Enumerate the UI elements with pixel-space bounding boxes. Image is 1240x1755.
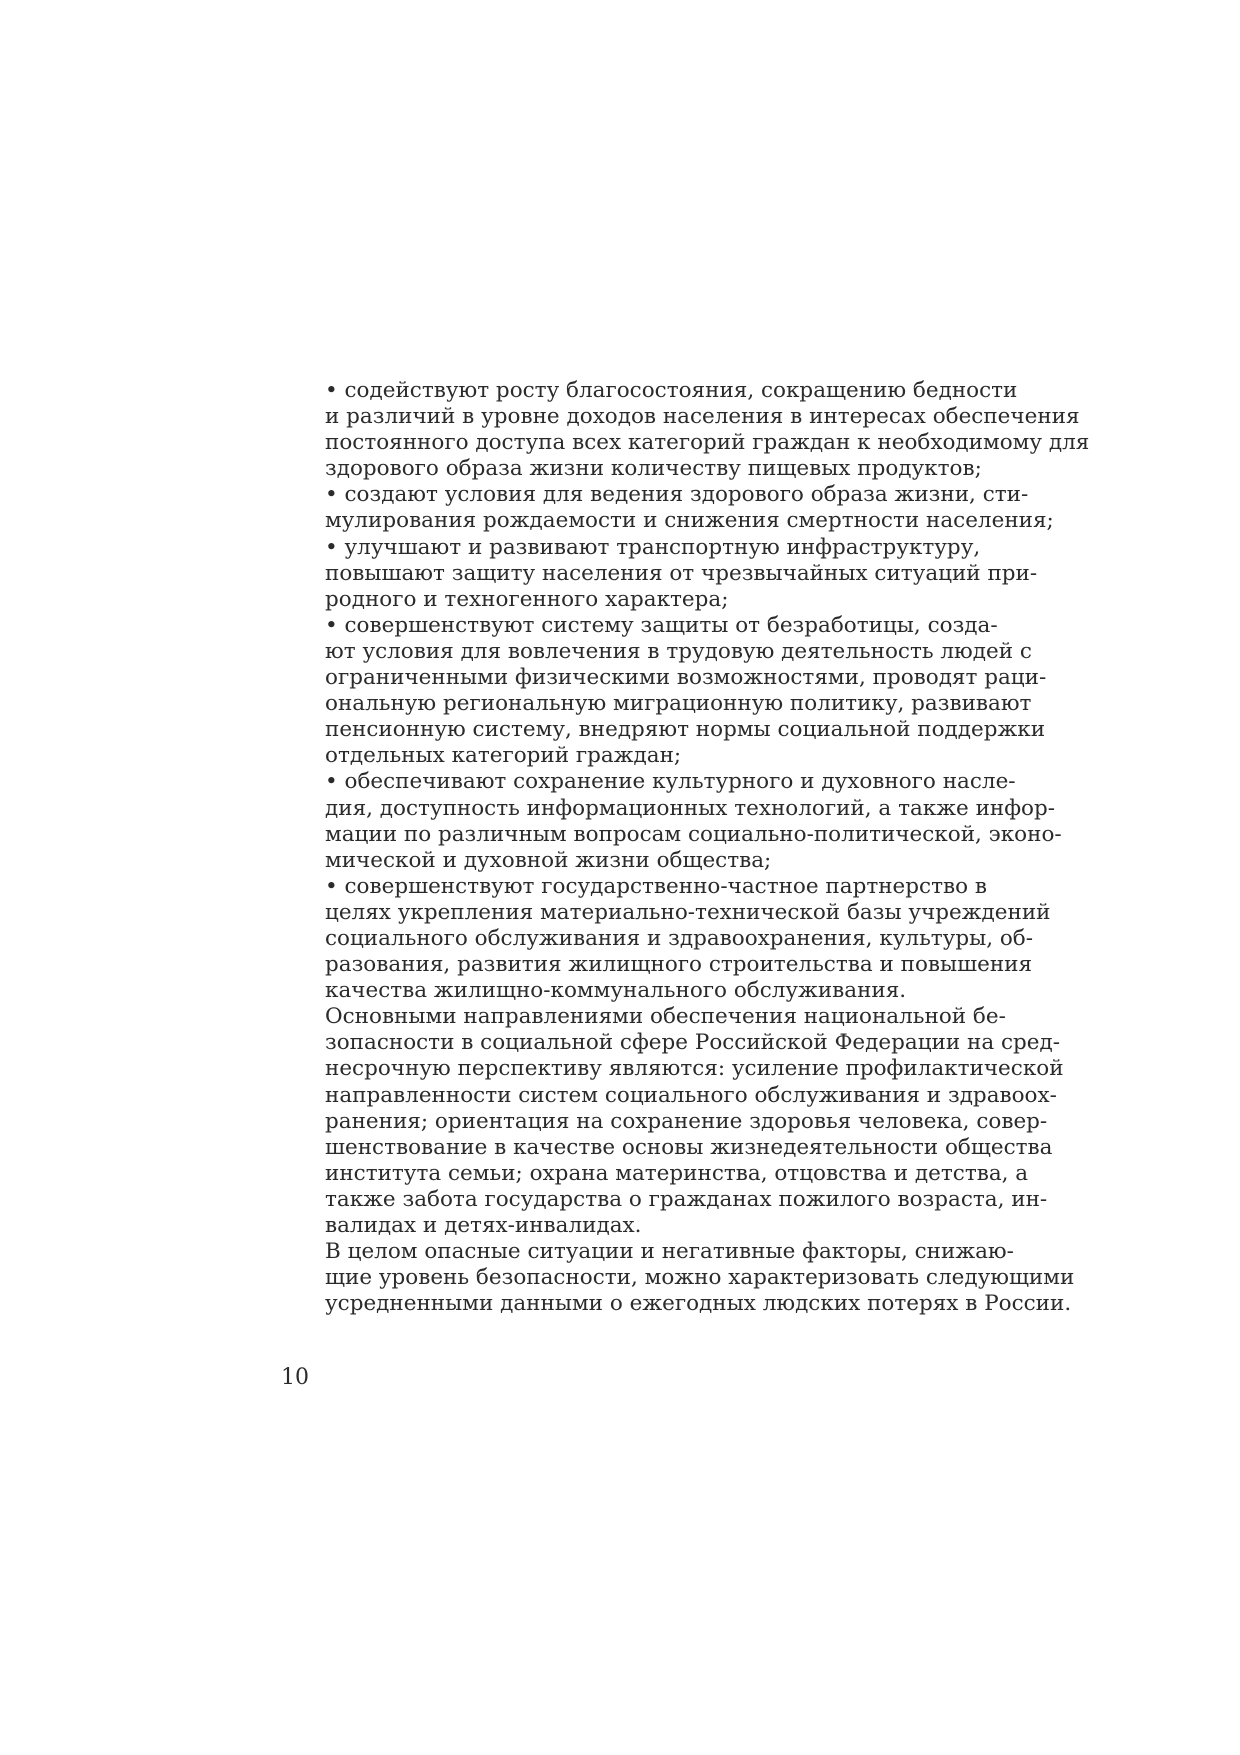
bullet-paragraph-5 <box>281 769 1062 873</box>
bullet-paragraph-6 <box>281 873 1051 1004</box>
text-line: института семьи; охрана материнства, отцовства и детства, а <box>325 1160 1029 1186</box>
text-line: несрочную перспективу являются: усиление профилактической <box>325 1056 1064 1082</box>
page-number: 10 <box>281 1365 309 1390</box>
text-line: целях укрепления материально-технической базы учреждений <box>325 899 1051 925</box>
text-line: • улучшают и развивают транспортную инфраструктуру, <box>325 534 981 560</box>
text-line: и различий в уровне доходов населения в интересах обеспечения <box>325 404 1080 430</box>
text-line: ональную региональную миграционную политику, развивают <box>325 691 1032 717</box>
text-line: • обеспечивают сохранение культурного и духовного насле- <box>325 769 1016 795</box>
text-line: мической и духовной жизни общества; <box>325 847 772 873</box>
text-line: щие уровень безопасности, можно характеризовать следующими <box>325 1265 1075 1291</box>
text-line: зопасности в социальной сфере Российской Федерации на сред- <box>325 1030 1061 1056</box>
text-line: ранения; ориентация на сохранение здоровья человека, совер- <box>325 1108 1048 1134</box>
text-line: пенсионную систему, внедряют нормы социальной поддержки <box>325 717 1046 743</box>
body-text <box>281 378 1090 1317</box>
text-line: ют условия для вовлечения в трудовую деятельность людей с <box>325 638 1032 664</box>
text-line: направленности систем социального обслуживания и здравоох- <box>325 1082 1057 1108</box>
text-line: социального обслуживания и здравоохранения, культуры, об- <box>325 925 1034 951</box>
bullet-paragraph-3 <box>281 534 1038 613</box>
text-line: ограниченными физическими возможностями, проводят раци- <box>325 665 1047 691</box>
text-line: • создают условия для ведения здорового образа жизни, сти- <box>325 482 1029 508</box>
text-line: отдельных категорий граждан; <box>325 743 682 769</box>
text-line: мации по различным вопросам социально-политической, эконо- <box>325 821 1062 847</box>
text-line: • совершенствуют государственно-частное партнерство в <box>325 873 987 899</box>
text-line: Основными направлениями обеспечения национальной бе- <box>325 1004 1006 1030</box>
text-line: разования, развития жилищного строительства и повышения <box>325 952 1033 978</box>
text-line: здорового образа жизни количеству пищевых продуктов; <box>325 456 982 482</box>
text-line: усредненными данными о ежегодных людских потерях в России. <box>325 1291 1072 1317</box>
text-line: мулирования рождаемости и снижения смертности населения; <box>325 508 1054 534</box>
text-line: шенствование в качестве основы жизнедеятельности общества <box>325 1134 1053 1160</box>
text-line: также забота государства о гражданах пожилого возраста, ин- <box>325 1186 1048 1212</box>
bullet-paragraph-4 <box>281 612 1047 770</box>
text-line: дия, доступность информационных технологий, а также инфор- <box>325 795 1056 821</box>
text-line: качества жилищно-коммунального обслуживания. <box>325 978 907 1004</box>
text-line: постоянного доступа всех категорий граждан к необходимому для <box>325 430 1090 456</box>
text-line: В целом опасные ситуации и негативные факторы, снижаю- <box>325 1239 1014 1265</box>
text-line: родного и техногенного характера; <box>325 586 729 612</box>
text-line: • совершенствуют систему защиты от безработицы, созда- <box>325 612 998 638</box>
text-line: валидах и детях-инвалидах. <box>325 1213 642 1238</box>
bullet-paragraph-1 <box>281 378 1090 482</box>
body-paragraph-1 <box>281 1004 1064 1239</box>
body-paragraph-2 <box>281 1239 1075 1317</box>
text-line: повышают защиту населения от чрезвычайных ситуаций при- <box>325 560 1038 586</box>
text-line: • содействуют росту благосостояния, сокращению бедности <box>325 378 1018 403</box>
bullet-paragraph-2 <box>281 482 1054 534</box>
